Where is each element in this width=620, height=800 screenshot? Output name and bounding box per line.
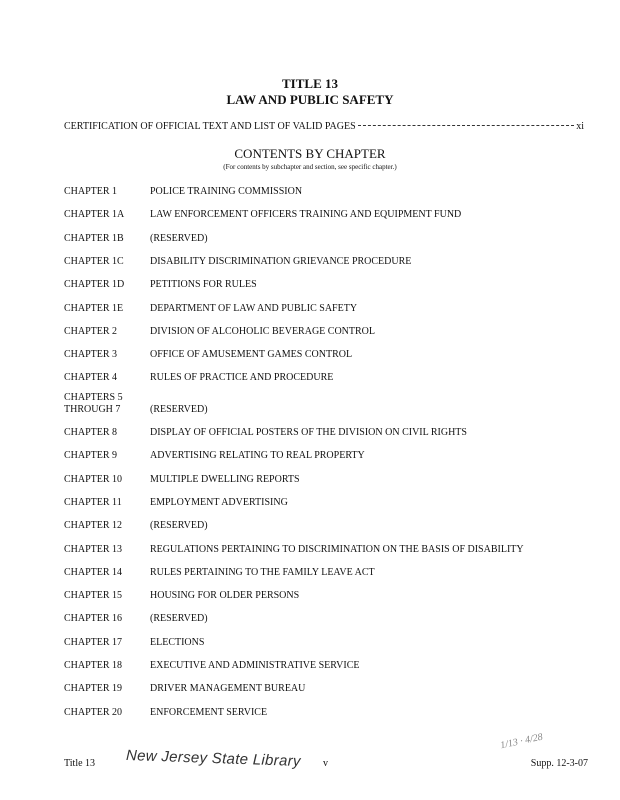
chapter-number: CHAPTER 19 xyxy=(64,683,123,695)
chapter-number: CHAPTER 1 xyxy=(64,186,118,197)
chapter-number: CHAPTER 17 xyxy=(64,636,123,648)
chapter-row xyxy=(64,303,584,315)
chapter-row xyxy=(64,613,584,625)
certification-text: CERTIFICATION OF OFFICIAL TEXT AND LIST OF VALID PAGES xyxy=(64,121,356,132)
chapter-title: LAW ENFORCEMENT OFFICERS TRAINING AND EQUIPMENT FUND xyxy=(150,209,462,221)
chapter-number-line: THROUGH 7 xyxy=(64,403,121,415)
chapter-number: CHAPTER 9 xyxy=(64,450,118,462)
chapter-title: HOUSING FOR OLDER PERSONS xyxy=(150,590,300,602)
chapter-title: ENFORCEMENT SERVICE xyxy=(150,706,268,718)
title-block xyxy=(0,76,620,108)
chapter-number: CHAPTER 1A xyxy=(64,209,125,221)
chapter-number: CHAPTER 10 xyxy=(64,473,123,485)
chapter-row xyxy=(64,660,584,672)
document-title: TITLE 13 xyxy=(282,76,338,91)
certification-line xyxy=(64,121,584,132)
footer-title: Title 13 xyxy=(64,758,96,769)
dot-leader xyxy=(358,125,575,126)
chapter-row xyxy=(64,474,584,486)
chapter-number: CHAPTER 14 xyxy=(64,566,123,578)
chapter-number: CHAPTER 8 xyxy=(64,427,118,438)
chapter-title: (RESERVED) xyxy=(150,403,208,415)
chapter-number: CHAPTER 1E xyxy=(64,302,124,314)
chapter-number: CHAPTER 3 xyxy=(64,349,118,361)
contents-note: (For contents by subchapter and section, see specific chapter.) xyxy=(223,163,397,171)
chapter-row xyxy=(64,450,584,462)
chapter-row xyxy=(64,392,584,416)
chapter-row xyxy=(64,233,584,245)
chapter-number: CHAPTER 11 xyxy=(64,496,122,508)
chapter-title: (RESERVED) xyxy=(150,520,208,532)
chapter-row xyxy=(64,349,584,361)
chapter-number: CHAPTER 20 xyxy=(64,706,123,718)
chapter-number: CHAPTER 2 xyxy=(64,325,118,337)
chapter-title: POLICE TRAINING COMMISSION xyxy=(150,186,303,197)
document-subtitle: LAW AND PUBLIC SAFETY xyxy=(226,92,394,107)
chapter-number: CHAPTER 1D xyxy=(64,279,125,291)
chapter-row xyxy=(64,186,584,198)
chapter-title: RULES PERTAINING TO THE FAMILY LEAVE ACT xyxy=(150,566,375,578)
chapter-row xyxy=(64,520,584,532)
library-stamp: New Jersey State Library xyxy=(125,746,302,771)
chapter-row xyxy=(64,590,584,602)
chapter-title: DISPLAY OF OFFICIAL POSTERS OF THE DIVISION ON CIVIL RIGHTS xyxy=(150,427,467,438)
certification-page: xi xyxy=(576,121,584,132)
chapter-title: (RESERVED) xyxy=(150,232,208,244)
supplement-date: Supp. 12-3-07 xyxy=(530,758,588,769)
chapter-number: CHAPTER 15 xyxy=(64,590,123,602)
chapter-title: DRIVER MANAGEMENT BUREAU xyxy=(150,683,306,695)
handwritten-note: 1/13 · 4/28 xyxy=(499,731,544,752)
chapter-title: RULES OF PRACTICE AND PROCEDURE xyxy=(150,372,334,384)
chapter-row xyxy=(64,683,584,695)
chapter-title: DIVISION OF ALCOHOLIC BEVERAGE CONTROL xyxy=(150,325,375,337)
contents-heading-block xyxy=(0,146,620,172)
chapter-title: ELECTIONS xyxy=(150,636,205,648)
chapter-row xyxy=(64,372,584,384)
chapter-number: CHAPTER 16 xyxy=(64,613,123,625)
chapter-row xyxy=(64,637,584,649)
chapter-row xyxy=(64,279,584,291)
chapter-number-line: CHAPTERS 5 xyxy=(64,391,123,403)
chapter-title: ADVERTISING RELATING TO REAL PROPERTY xyxy=(150,450,365,462)
chapter-title: EMPLOYMENT ADVERTISING xyxy=(150,496,288,508)
chapter-title: (RESERVED) xyxy=(150,613,208,625)
chapter-number: CHAPTER 18 xyxy=(64,660,123,671)
chapter-row xyxy=(64,427,584,439)
chapter-number: CHAPTER 1B xyxy=(64,232,124,244)
chapter-row xyxy=(64,256,584,268)
page-footer xyxy=(64,731,588,780)
chapter-row xyxy=(64,326,584,338)
chapter-title: OFFICE OF AMUSEMENT GAMES CONTROL xyxy=(150,349,353,361)
chapter-title: EXECUTIVE AND ADMINISTRATIVE SERVICE xyxy=(150,660,360,671)
contents-heading: CONTENTS BY CHAPTER xyxy=(234,146,386,161)
chapter-title: DISABILITY DISCRIMINATION GRIEVANCE PROCEDURE xyxy=(150,255,412,267)
chapter-number: CHAPTER 12 xyxy=(64,520,123,532)
chapter-row xyxy=(64,209,584,221)
chapter-title: MULTIPLE DWELLING REPORTS xyxy=(150,473,300,485)
chapter-number: CHAPTER 13 xyxy=(64,543,123,555)
chapter-title: DEPARTMENT OF LAW AND PUBLIC SAFETY xyxy=(150,302,358,314)
chapter-number: CHAPTER 1C xyxy=(64,255,124,267)
chapter-row xyxy=(64,544,584,556)
page-number: v xyxy=(323,758,328,769)
chapter-number xyxy=(64,392,150,416)
chapter-row xyxy=(64,707,584,719)
chapter-row xyxy=(64,497,584,509)
chapter-row xyxy=(64,567,584,579)
chapter-number: CHAPTER 4 xyxy=(64,372,118,384)
chapter-title: REGULATIONS PERTAINING TO DISCRIMINATION ON THE BASIS OF DISABILITY xyxy=(150,543,524,555)
chapter-title: PETITIONS FOR RULES xyxy=(150,279,257,291)
